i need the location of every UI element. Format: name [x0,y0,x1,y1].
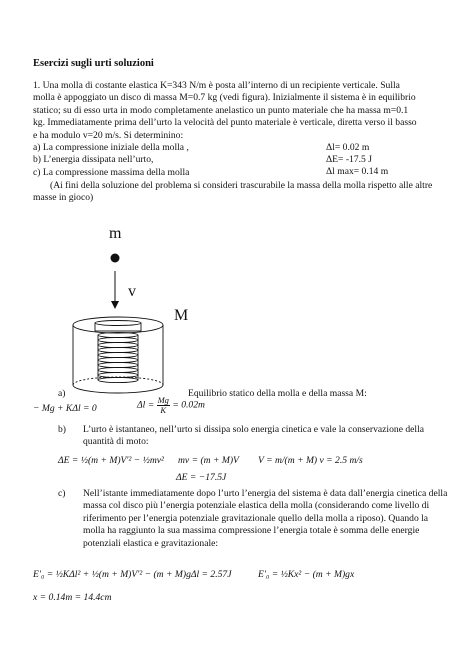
problem-line: 1. Una molla di costante elastica K=343 N/m è posta all’interno di un recipiente verticale. Sulla [33,80,400,91]
mass-m-label: m [109,225,122,242]
solution-b-text [83,424,448,449]
solution-c-line: massa col disco più l’energia potenziale elastica della molla (considerando come livello di [83,500,430,512]
question-b: b) L’energia dissipata nell’urto, [33,154,154,166]
equation-energy: ΔE = ½(m + M)V′² − ½mv² [58,455,164,466]
note-line: (Ai fini della soluzione del problema si consideri trascurabile la massa della molla rispetto alle altre [50,180,433,191]
solution-c-marker: c) [58,488,66,499]
solution-c-line: molla ha raggiunto la sua massima compressione l’energia totale è somma delle energie [83,525,420,537]
equation-energy-result: ΔE = −17.5J [176,472,227,483]
result-c: Δl max= 0.14 m [326,166,389,177]
mass-M-label: M [174,307,189,324]
solution-b-marker: b) [58,424,66,435]
velocity-label: v [128,283,136,300]
note-line: masse in gioco) [33,192,94,204]
problem-line: kg. Immediatamente prima dell’urto la velocità del punto materiale è verticale, diretta verso il basso [33,117,417,129]
question-a: a) La compressione iniziale della molla , [33,142,189,154]
equation-compression-result: x = 0.14m = 14.4cm [33,592,112,603]
page-title: Esercizi sugli urti soluzioni [33,58,154,69]
disk-M [95,321,141,332]
problem-line: molla è appoggiato un disco di massa M=0.7 kg (vedi figura). Inizialmente il sistema è in equilibrio [33,92,416,104]
down-arrow-icon [111,271,119,309]
solution-c-text [83,488,448,550]
fraction [157,396,170,415]
fraction-denominator: K [160,405,167,415]
problem-line: e ha modulo v=20 m/s. Si determinino: [33,129,184,141]
result-b: ΔE= -17.5 J [326,154,372,165]
solution-c-line: potenziali elastica e gravitazionale: [83,537,219,549]
equation-final-energy: E′₀ = ½Kx² − (m + M)gx [258,569,355,580]
equation-velocity: V = m/(m + M) v = 2.5 m/s [258,455,363,466]
question-c: c) La compressione massima della molla [33,166,190,178]
problem-line: statico; su di esso urta in modo completamente anelastico un punto materiale che ha massa m=0.1 [33,104,409,116]
spring-icon [98,332,138,382]
solution-a-text: Equilibrio statico della molla e della massa M: [188,388,367,399]
solution-c-line: Nell’istante immediatamente dopo l’urto l’energia del sistema è data dall’energia cinetica della [83,488,448,499]
solution-b-line: L’urto è istantaneo, nell’urto si dissipa solo energia cinetica e vale la conservazione della [83,424,424,435]
equation-a2-lhs: Δl = [137,399,155,411]
fraction-numerator: Mg [157,395,169,405]
equation-a1: − Mg + KΔl = 0 [33,403,97,414]
equation-initial-energy: E′₀ = ½KΔl² + ½(m + M)V′² − (m + M)gΔl = 2.57J [33,569,232,580]
equation-a2-rhs: = 0.02m [172,399,205,411]
point-mass-dot [111,254,120,263]
equation-a2 [137,396,205,415]
equation-momentum: mv = (m + M)V [178,455,239,466]
solution-b-line: quantità di moto: [83,436,149,448]
solution-c-line: riferimento per l’energia potenziale gravitazionale quello della molla a riposo). Quando la [83,512,429,524]
result-a: Δl= 0.02 m [326,142,370,153]
solution-a-marker: a) [58,388,66,399]
